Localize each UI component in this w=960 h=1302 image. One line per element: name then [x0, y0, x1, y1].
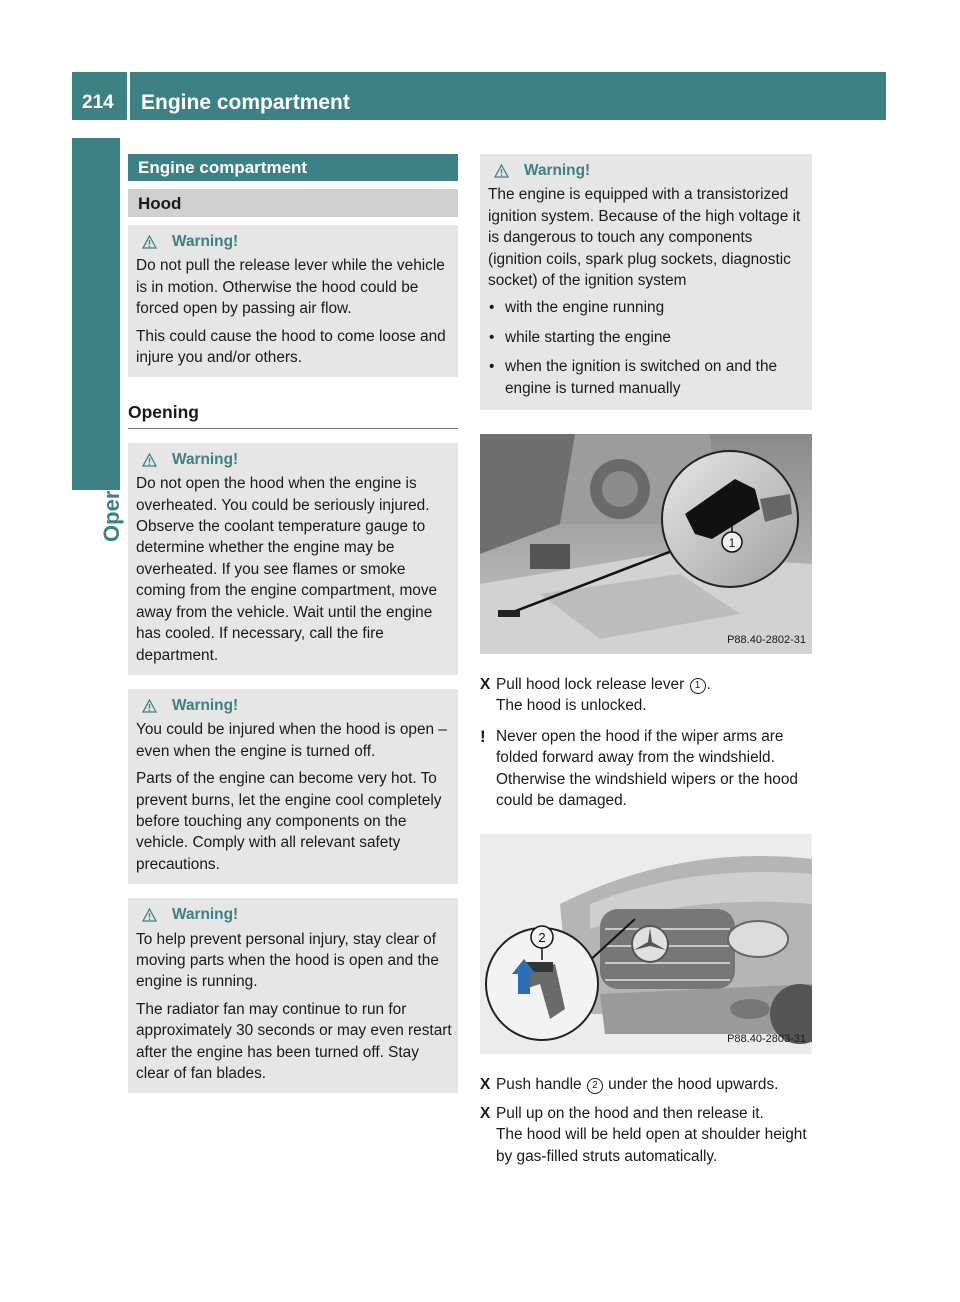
callout-2: 2 — [538, 929, 546, 945]
instruction-step: X Pull hood lock release lever 1 . The hood is unlocked. — [480, 674, 812, 717]
step-result: The hood is unlocked. — [496, 697, 647, 715]
instruction-step: X Pull up on the hood and then release it. The hood will be held open at shoulder height by gas-filled struts automatically. — [480, 1103, 812, 1167]
section-title: Engine compartment — [128, 154, 458, 181]
warning-text: Do not pull the release lever while the vehicle is in motion. Otherwise the hood could be forced open by passing air flow. — [136, 257, 445, 318]
hood-handle-illustration — [480, 834, 812, 1054]
side-tab-label: Operation — [99, 438, 124, 542]
callout-ref: 1 — [690, 678, 706, 694]
warning-text: Parts of the engine can become very hot. To prevent burns, let the engine cool completely before touching any components on the vehicle. Comply with all relevant safety precautions. — [136, 770, 442, 873]
photo-caption: P88.40-2802-31 — [727, 633, 806, 646]
instruction-step: X Push handle 2 under the hood upwards. — [480, 1074, 812, 1095]
callout-ref: 2 — [587, 1078, 603, 1094]
left-column — [128, 154, 458, 1093]
warning-bullet-list — [488, 297, 806, 399]
warning-text: You could be injured when the hood is open – even when the engine is turned off. — [136, 721, 447, 760]
step-result: The hood will be held open at shoulder height by gas-filled struts automatically. — [496, 1126, 807, 1165]
warning-text: The radiator fan may continue to run for approximately 30 seconds or may even restart after the engine has been turned off. Stay clear of fan blades. — [136, 1000, 452, 1082]
warning-text: The engine is equipped with a transistorized ignition system. Because of the high voltage it is dangerous to touch any components (ignition coils, spark plug sockets, diagnostic socket) of the ignition system — [488, 186, 801, 290]
page-number: 214 — [82, 92, 114, 113]
hood-release-lever-photo — [480, 434, 812, 654]
header-title: Engine compartment — [141, 91, 350, 114]
warning-text: Do not open the hood when the engine is overheated. You could be seriously injured. Observe the coolant temperature gauge to determine whether the engine may be overheated. If you see flames or smoke coming from the engine compartment, move away from the vehicle. Wait until the engine has cooled. If necessary, call the fire department. — [136, 475, 438, 664]
header-divider — [127, 72, 130, 120]
warning-box — [128, 689, 458, 884]
warning-box — [128, 225, 458, 377]
list-item: • with the engine running — [489, 299, 665, 317]
right-column — [480, 154, 812, 1167]
hood-handle-photo — [480, 834, 812, 1054]
warning-box — [128, 443, 458, 675]
page-header — [72, 72, 886, 120]
step-marker: X — [480, 1104, 491, 1122]
warning-text: This could cause the hood to come loose and injure you and/or others. — [136, 327, 446, 367]
warning-triangle-icon — [142, 908, 157, 922]
step-marker: X — [480, 676, 491, 694]
warning-title: Warning! — [136, 695, 452, 716]
warning-triangle-icon — [142, 699, 157, 713]
warning-triangle-icon — [142, 453, 157, 467]
note-exclamation-icon: ! — [480, 726, 486, 746]
warning-text: To help prevent personal injury, stay clear of moving parts when the hood is open and the engine is running. — [136, 930, 439, 991]
list-item: • when the ignition is switched on and the engine is turned manually — [489, 358, 778, 397]
subsection-title: Hood — [128, 189, 458, 217]
hood-release-lever-illustration — [480, 434, 812, 654]
list-item: • while starting the engine — [489, 328, 671, 346]
opening-heading: Opening — [128, 392, 458, 428]
note-text: Never open the hood if the wiper arms are folded forward away from the windshield. Otherwise the windshield wipers or the hood could be damaged. — [496, 727, 798, 810]
warning-title: Warning! — [136, 231, 452, 252]
warning-title: Warning! — [136, 904, 452, 925]
note — [480, 726, 812, 812]
warning-triangle-icon — [494, 164, 509, 178]
warning-box — [128, 898, 458, 1093]
warning-title: Warning! — [488, 160, 806, 181]
step-marker: X — [480, 1075, 491, 1093]
warning-title: Warning! — [136, 449, 452, 470]
warning-box — [480, 154, 812, 410]
warning-triangle-icon — [142, 235, 157, 249]
photo-caption: P88.40-2803-31 — [727, 1033, 806, 1046]
callout-1: 1 — [728, 536, 736, 551]
